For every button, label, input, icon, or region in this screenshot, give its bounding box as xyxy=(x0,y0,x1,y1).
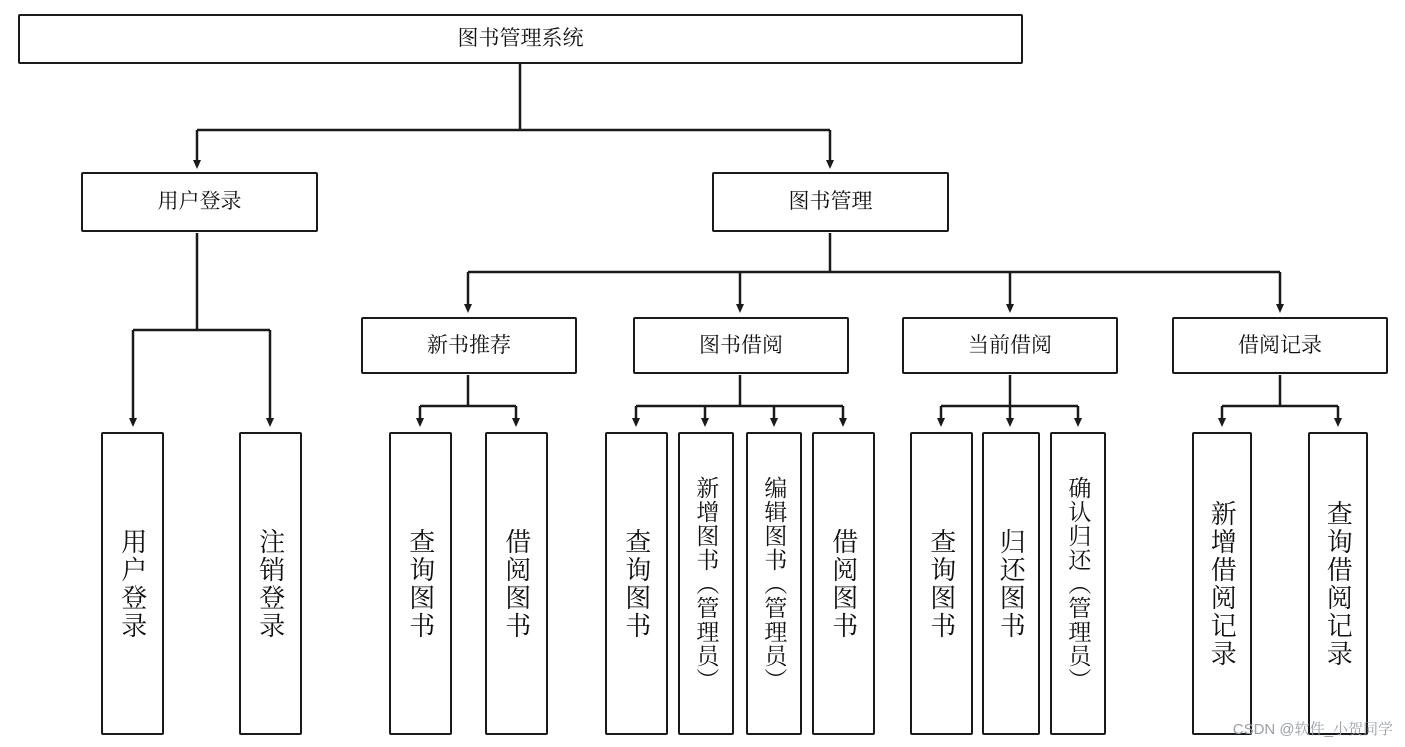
node-leaf-borrow-add-label: 新增图书（管理员） xyxy=(693,475,720,692)
node-user-login-label: 用户登录 xyxy=(157,190,242,214)
node-leaf-user-logout-label: 注销登录 xyxy=(255,527,286,640)
node-root-label: 图书管理系统 xyxy=(457,27,584,51)
node-leaf-newbook-borrow[interactable] xyxy=(485,432,548,735)
node-root[interactable] xyxy=(18,14,1023,64)
node-leaf-borrow-edit-label: 编辑图书（管理员） xyxy=(761,475,788,692)
node-book-borrow-label: 图书借阅 xyxy=(699,333,783,357)
node-book-borrow[interactable] xyxy=(633,317,849,374)
node-leaf-record-add-label: 新增借阅记录 xyxy=(1207,499,1238,668)
node-leaf-record-query-label: 查询借阅记录 xyxy=(1323,499,1354,668)
node-leaf-newbook-borrow-label: 借阅图书 xyxy=(501,527,532,640)
node-book-management[interactable] xyxy=(712,172,949,232)
watermark: CSDN @软件_小贺同学 xyxy=(1232,721,1393,738)
node-new-book-recommend[interactable] xyxy=(361,317,577,374)
node-leaf-user-login-label: 用户登录 xyxy=(117,527,148,640)
node-current-borrow-label: 当前借阅 xyxy=(968,333,1052,357)
node-new-book-recommend-label: 新书推荐 xyxy=(427,333,511,357)
node-leaf-newbook-query[interactable] xyxy=(389,432,452,735)
node-leaf-current-confirm-return[interactable] xyxy=(1050,432,1106,735)
node-leaf-current-return[interactable] xyxy=(982,432,1040,735)
node-leaf-user-logout[interactable] xyxy=(239,432,302,735)
node-borrow-record[interactable] xyxy=(1172,317,1388,374)
node-leaf-record-query[interactable] xyxy=(1308,432,1368,735)
node-leaf-record-add[interactable] xyxy=(1192,432,1252,735)
node-leaf-user-login[interactable] xyxy=(101,432,164,735)
node-leaf-current-query[interactable] xyxy=(910,432,973,735)
node-leaf-borrow-query-label: 查询图书 xyxy=(621,527,652,640)
node-leaf-borrow-edit[interactable] xyxy=(746,432,802,735)
node-user-login[interactable] xyxy=(81,172,318,232)
node-leaf-current-confirm-return-label: 确认归还（管理员） xyxy=(1065,475,1092,692)
node-book-management-label: 图书管理 xyxy=(788,190,873,214)
node-leaf-borrow-add[interactable] xyxy=(678,432,734,735)
node-leaf-current-query-label: 查询图书 xyxy=(926,527,957,640)
node-leaf-current-return-label: 归还图书 xyxy=(996,527,1027,640)
node-leaf-borrow-book[interactable] xyxy=(812,432,875,735)
node-borrow-record-label: 借阅记录 xyxy=(1238,333,1322,357)
node-leaf-newbook-query-label: 查询图书 xyxy=(405,527,436,640)
node-current-borrow[interactable] xyxy=(902,317,1118,374)
node-leaf-borrow-query[interactable] xyxy=(605,432,668,735)
node-leaf-borrow-book-label: 借阅图书 xyxy=(828,527,859,640)
